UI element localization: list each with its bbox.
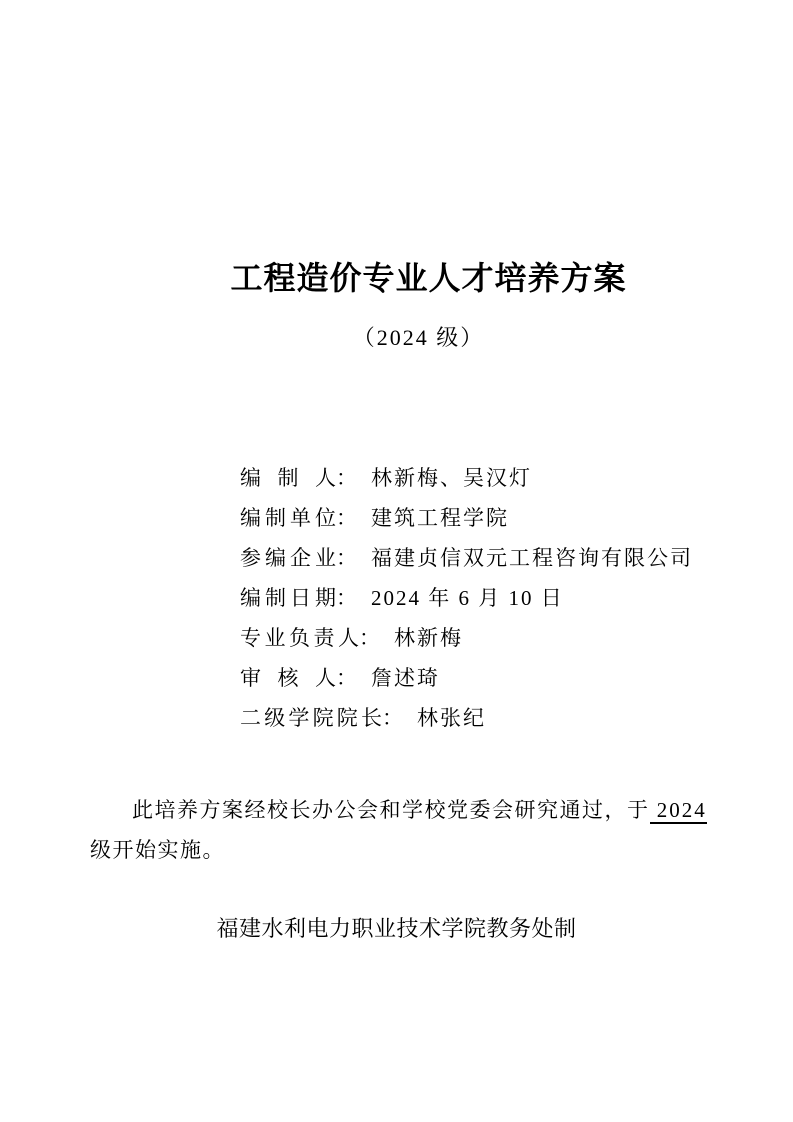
info-row-unit [240,498,693,538]
info-label-enterprise: 参编企业 [240,546,336,570]
info-value-program-leader: 林新梅 [394,626,463,650]
info-label-dean: 二级学院院长 [240,706,382,730]
grade-subtitle: （2024 级） [352,325,485,350]
info-value-reviewer: 詹述琦 [371,666,440,690]
approval-paragraph-line1 [90,790,705,830]
approval-paragraph [90,790,705,870]
info-colon: ： [359,626,380,650]
info-value-dean: 林张纪 [417,706,486,730]
info-block [240,458,693,738]
info-colon: ： [336,506,357,530]
info-value-unit: 建筑工程学院 [371,506,509,530]
info-label-unit: 编制单位 [240,506,336,530]
info-value-date: 2024 年 6 月 10 日 [371,586,564,610]
info-colon: ： [336,546,357,570]
info-row-compilers [240,458,693,498]
info-colon: ： [336,586,357,610]
info-row-program-leader [240,618,693,658]
page-title: 工程造价专业人才培养方案 [230,260,627,296]
footer-publisher: 福建水利电力职业技术学院教务处制 [216,916,577,941]
info-row-enterprise [240,538,693,578]
info-row-date [240,578,693,618]
info-colon: ： [382,706,403,730]
approval-text: 此培养方案经校长办公会和学校党委会研究通过，于 [132,798,650,822]
info-colon: ： [336,466,357,490]
info-colon: ： [336,666,357,690]
info-value-compilers: 林新梅、吴汉灯 [371,466,532,490]
info-label-program-leader: 专业负责人 [240,626,359,650]
info-row-reviewer [240,658,693,698]
info-row-dean [240,698,693,738]
underlined-year: 2024 [649,798,707,822]
approval-paragraph-line2: 级开始实施。 [90,838,225,862]
info-label-reviewer: 审核人 [240,666,336,690]
info-label-date: 编制日期 [240,586,336,610]
info-value-enterprise: 福建贞信双元工程咨询有限公司 [371,546,693,570]
info-label-compilers: 编制人 [240,466,336,490]
